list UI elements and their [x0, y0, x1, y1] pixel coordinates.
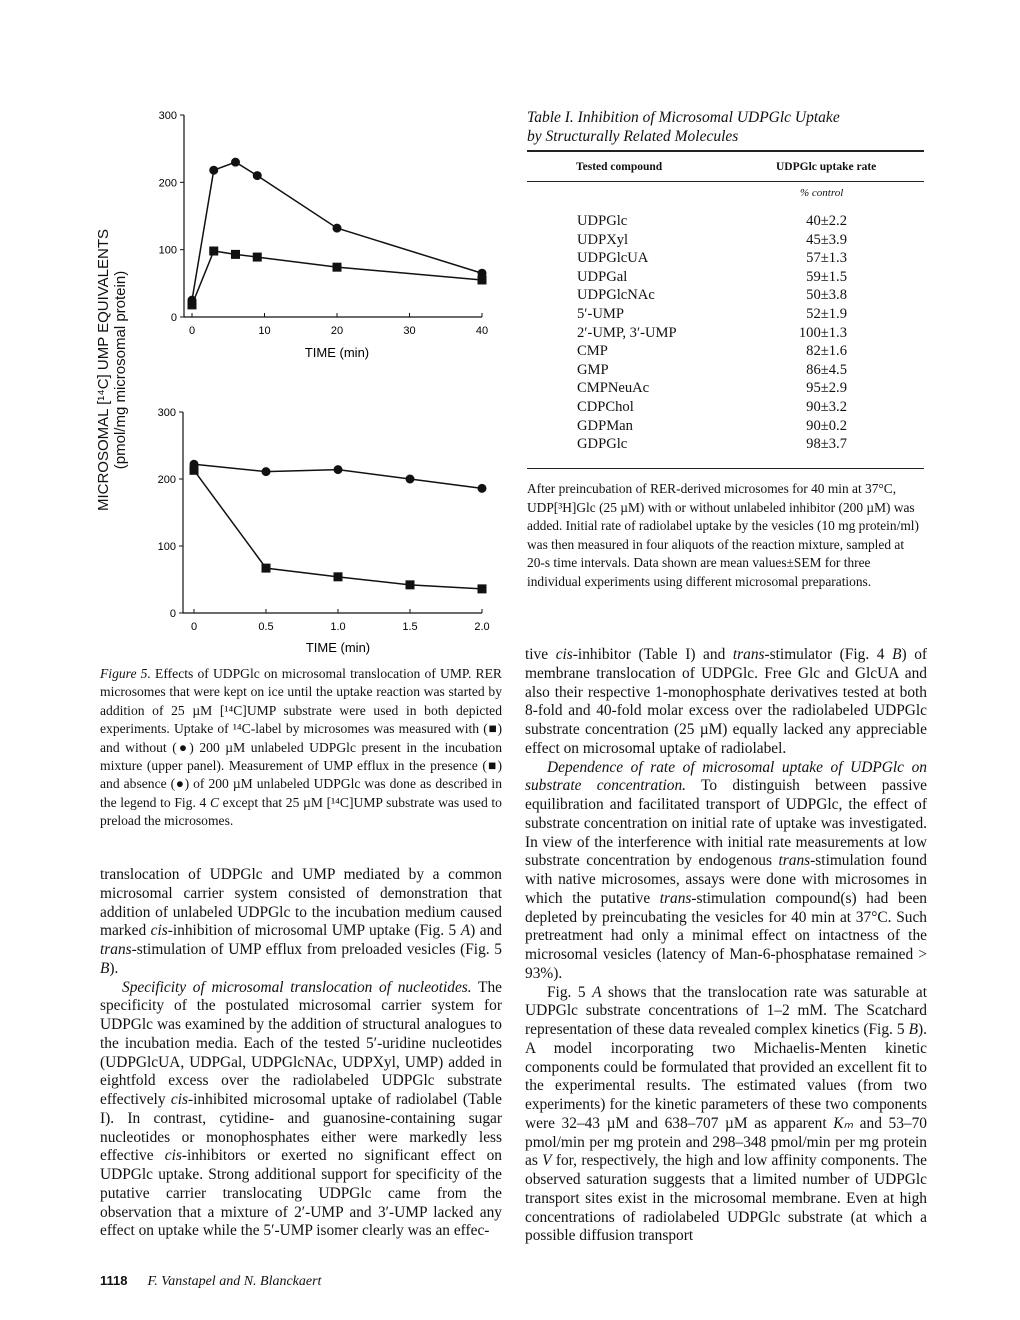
table-title	[527, 108, 840, 146]
figure-5-charts	[0, 0, 520, 660]
data-point-square	[190, 466, 199, 475]
data-point-circle	[333, 224, 342, 233]
table-row	[577, 362, 867, 381]
compound-cell: UDPGlc	[577, 213, 628, 229]
paragraph	[525, 646, 927, 759]
text-segment: trans	[778, 852, 811, 870]
text-segment: cis	[164, 1147, 182, 1165]
data-point-square	[478, 275, 487, 284]
text-segment: The specificity of the postulated microsomal carrier system for UDPGlc was examined by the addition of structural analogues to the incubation media. Each of the tested 5′-uridine nucleotides (UDPGlcUA, UDPGal, UDPGlcNAc, UDPXyl, UMP) added in eightfold excess over the radiolabeled UDPGlc substrate effectively	[100, 978, 502, 1108]
authors: F. Vanstapel and N. Blanckaert	[147, 1274, 322, 1289]
y-tick-label: 300	[157, 407, 176, 419]
text-segment: ) of membrane translocation of UDPGlc. Free Glc and GlcUA and also their respective 1-monophosphate derivatives tested at both 8-fold and 40-fold molar excess over the radiolabeled UDPGlc substrate concentration (25 µM) equally lacked any appreciable effect on microsomal uptake of radiolabel.	[525, 646, 928, 757]
text-segment: Fig. 5	[547, 983, 593, 1001]
table-row	[577, 232, 867, 251]
left-column-text	[100, 866, 502, 1241]
compound-cell: 5′-UMP	[577, 306, 624, 322]
rate-cell: 82±1.6	[806, 343, 847, 360]
text-segment: Dependence of rate of microsomal uptake of UDPGlc on substrate concentration.	[525, 758, 927, 795]
data-point-circle	[334, 465, 343, 474]
compound-cell: CMP	[577, 343, 608, 360]
data-point-square	[262, 564, 271, 573]
text-segment: -stimulation of UMP efflux from preloaded vesicles (Fig. 5	[131, 941, 502, 958]
y-tick-label: 0	[170, 312, 177, 324]
text-segment: -stimulator (Fig. 4	[764, 646, 893, 663]
text-segment: cis	[170, 1091, 189, 1108]
data-point-square	[478, 584, 487, 593]
table-row	[577, 343, 867, 362]
rate-cell: 57±1.3	[806, 250, 847, 267]
y-tick-label: 0	[169, 608, 176, 620]
table-row	[577, 269, 867, 288]
text-segment: shows that the translocation rate was saturable at UDPGlc substrate concentrations of 1–2 mM. The Scatchard representation of these data revealed complex kinetics (Fig. 5	[525, 983, 927, 1038]
compound-cell: UDPGlcUA	[577, 250, 649, 267]
x-axis-label: TIME (min)	[304, 345, 370, 360]
table-unit: % control	[800, 187, 844, 199]
rate-cell: 52±1.9	[806, 306, 847, 322]
x-tick-label: 10	[258, 325, 271, 337]
data-point-square	[231, 250, 240, 259]
compound-cell: UDPXyl	[577, 231, 629, 248]
data-point-square	[209, 247, 218, 256]
paragraph	[100, 866, 502, 979]
x-tick-label: 1.0	[330, 621, 346, 633]
text-segment: except that 25 µM [¹⁴C]UMP substrate was used to preload the microsomes.	[100, 794, 502, 829]
data-point-circle	[209, 166, 218, 175]
text-segment: cis	[555, 646, 573, 663]
right-column-text	[525, 646, 927, 1246]
y-axis-label-line2: (pmol/mg microsomal protein)	[112, 270, 129, 470]
text-segment: cis	[150, 922, 168, 940]
data-point-circle	[478, 484, 487, 493]
text-segment: -inhibitor (Table I) and	[572, 646, 733, 663]
data-point-square	[188, 300, 197, 309]
text-segment: B	[100, 959, 110, 977]
y-tick-label: 200	[157, 474, 176, 486]
compound-cell: GDPGlc	[577, 436, 628, 453]
rate-cell: 50±3.8	[806, 287, 847, 304]
table-title-line1: Table I. Inhibition of Microsomal UDPGlc Uptake	[527, 109, 840, 126]
compound-cell: 2′-UMP, 3′-UMP	[577, 324, 677, 341]
table-footnote: After preincubation of RER-derived microsomes for 40 min at 37°C, UDP[³H]Glc (25 µM) with or without unlabeled inhibitor (200 µM) was added. Initial rate of radiolabel uptake by the vesicles (10 mg protein/ml) was then measured in four aliquots of the reaction mixture, sampled at 20-s time intervals. Data shown are mean values±SEM for three individual experiments using different microsomal preparations.	[527, 481, 919, 589]
text-segment: Specificity of microsomal translocation of nucleotides.	[122, 978, 472, 996]
rate-cell: 45±3.9	[806, 231, 847, 248]
text-segment: -inhibited microsomal uptake of radiolabel (Table I). In contrast, cytidine- and guanosine-containing sugar nucleotides or monophosphates either were markedly less effective	[100, 1091, 502, 1165]
chart-panel-lower	[158, 407, 490, 655]
paragraph	[100, 979, 502, 1242]
x-tick-label: 40	[475, 325, 489, 337]
table-row	[577, 418, 867, 437]
figure-caption	[100, 665, 502, 831]
rate-cell: 59±1.5	[806, 268, 847, 285]
table-row	[577, 250, 867, 269]
text-segment: Kₘ	[833, 1114, 854, 1132]
text-segment: A	[592, 983, 602, 1001]
text-segment: -stimulation found with native microsomes, assays were done with microsomes in which the putative	[525, 852, 927, 907]
text-segment: ). A model incorporating two Michaelis-Menten kinetic components could be formulated that provided an excellent fit to the experimental results. The estimated values (from two experiments) for the kinetic parameters of these two components were 32–43 µM and 638–707 µM as apparent	[525, 1021, 927, 1132]
x-tick-label: 0	[188, 325, 196, 337]
table-top-rule	[527, 150, 924, 152]
page-number: 1118	[100, 1273, 128, 1288]
text-segment: -inhibition of microsomal UMP uptake (Fig. 5	[167, 922, 461, 940]
data-point-circle	[262, 467, 271, 476]
x-tick-label: 30	[403, 325, 416, 337]
rate-cell: 40±2.2	[806, 213, 847, 229]
text-segment: ) and	[470, 922, 502, 940]
table-row	[577, 213, 867, 232]
text-segment: tive	[525, 646, 556, 663]
text-segment: translocation of UDPGlc and UMP mediated by a common microsomal carrier system consisted of demonstration that addition of unlabeled UDPGlc to the incubation medium caused marked	[100, 866, 502, 940]
data-point-square	[406, 580, 415, 589]
table-row	[577, 399, 867, 418]
table-header-compound: Tested compound	[576, 161, 663, 173]
table-row	[577, 306, 867, 325]
rate-cell: 90±0.2	[806, 417, 847, 434]
y-tick-label: 300	[158, 110, 177, 122]
rate-cell: 90±3.2	[806, 399, 847, 415]
x-tick-label: 2.0	[474, 621, 490, 633]
rate-cell: 98±3.7	[806, 436, 847, 453]
rate-cell: 86±4.5	[806, 361, 847, 378]
text-segment: and 53–70 pmol/min per mg protein and 298–348 pmol/min per mg protein as	[525, 1114, 927, 1170]
table-header-rate: UDPGlc uptake rate	[776, 161, 877, 173]
data-point-circle	[231, 158, 240, 167]
table-bottom-rule	[527, 468, 924, 469]
series-line-square	[194, 470, 482, 589]
text-segment: trans	[659, 889, 692, 907]
text-segment: -stimulation compound(s) had been depleted by preincubating the vesicles for 40 min at 37°C. Such pretreatment had only a minimal effect on intactness of the microsomal vesicles (latency of Man-6-phosphatase remained > 93%).	[525, 889, 927, 982]
x-tick-label: 20	[330, 325, 344, 337]
paragraph	[525, 984, 927, 1247]
y-tick-label: 200	[158, 177, 177, 190]
text-segment: -inhibitors or exerted no significant effect on UDPGlc uptake. Strong additional support for specificity of the putative carrier translocating UDPGlc came from the observation that a mixture of 2′-UMP and 3′-UMP lacked any effect on uptake while the 5′-UMP isomer clearly was an effec-	[100, 1147, 502, 1240]
rate-cell: 95±2.9	[806, 380, 847, 397]
data-point-square	[333, 263, 342, 272]
text-segment: trans	[100, 941, 132, 958]
chart-panel-upper	[159, 110, 488, 360]
text-segment: trans	[732, 646, 765, 663]
x-tick-label: 1.5	[402, 621, 418, 633]
x-tick-label: 0.5	[258, 621, 274, 633]
y-axis-label-line1: MICROSOMAL [¹⁴C] UMP EQUIVALENTS	[95, 228, 112, 512]
text-segment: V	[542, 1152, 552, 1170]
table-header-rule	[527, 181, 924, 182]
text-segment: ).	[109, 959, 119, 977]
rate-cell: 100±1.3	[798, 324, 847, 341]
compound-cell: UDPGal	[577, 268, 628, 285]
text-segment: C	[209, 794, 220, 810]
table-row	[577, 287, 867, 306]
x-tick-label: 0	[190, 621, 198, 633]
y-tick-label: 100	[157, 541, 176, 553]
data-point-circle	[406, 475, 415, 484]
text-segment: To distinguish between passive equilibration and facilitated transport of UDPGlc, the effect of substrate concentration on initial rate of uptake was investigated. In view of the interference with initial rate measurements at low substrate concentration by endogenous	[525, 777, 927, 870]
compound-cell: CDPChol	[577, 399, 634, 415]
paragraph	[525, 759, 927, 984]
text-segment: A	[460, 922, 471, 940]
table-row	[577, 380, 867, 399]
table-title-line2: by Structurally Related Molecules	[527, 128, 739, 145]
text-segment: for, respectively, the high and low affinity components. The observed saturation suggests that a limited number of UDPGlc transport sites exist in the microsomal membrane. Even at high concentrations of radiolabeled UDPGlc substrate (at which a possible diffusion transport	[525, 1152, 927, 1245]
page-footer	[100, 1273, 321, 1290]
compound-cell: CMPNeuAc	[577, 380, 650, 397]
compound-cell: GMP	[577, 361, 609, 378]
compound-cell: UDPGlcNAc	[577, 287, 655, 304]
x-axis-label: TIME (min)	[305, 640, 371, 655]
data-point-square	[334, 572, 343, 581]
text-segment: B	[908, 1021, 919, 1038]
data-point-square	[253, 253, 262, 262]
table-row	[577, 325, 867, 344]
text-segment: Figure 5.	[100, 666, 151, 681]
text-segment: B	[892, 646, 902, 663]
data-point-circle	[253, 171, 262, 180]
compound-cell: GDPMan	[577, 417, 633, 434]
y-axis-label	[95, 229, 129, 511]
table-row	[577, 436, 867, 455]
y-tick-label: 100	[158, 244, 177, 257]
text-segment: Effects of UDPGlc on microsomal translocation of UMP. RER microsomes that were kept on ice until the uptake reaction was started by addition of 25 µM [¹⁴C]UMP substrate were used in both depicted experiments. Uptake of ¹⁴C-label by microsomes was measured with (■) and without (●) 200 µM unlabeled UDPGlc present in the incubation mixture (upper panel). Measurement of UMP efflux in the presence (■) and absence (●) of 200 µM unlabeled UDPGlc was done as described in the legend to Fig. 4	[100, 666, 502, 810]
